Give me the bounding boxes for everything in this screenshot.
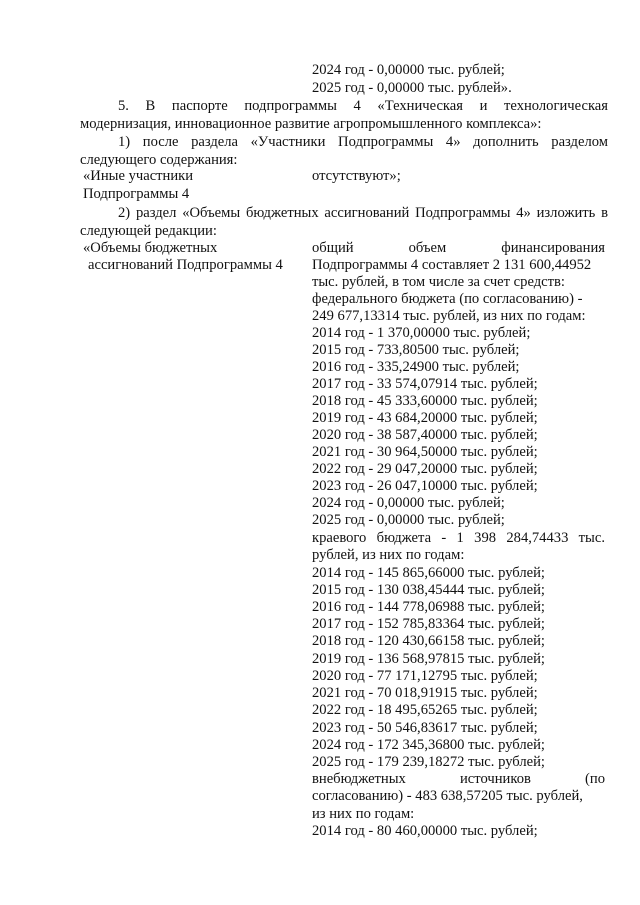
participants-label: «Иные участники (83, 168, 194, 184)
budget-line: 2014 год - 1 370,00000 тыс. рублей; (312, 325, 531, 341)
budget-line: 2016 год - 144 778,06988 тыс. рублей; (312, 599, 545, 615)
budget-line: федерального бюджета (по согласованию) - (312, 291, 583, 307)
budget-line: Подпрограммы 4 составляет 2 131 600,44952 (312, 257, 592, 273)
subitem-1-line: следующего содержания: (80, 152, 238, 168)
budget-line: 2025 год - 0,00000 тыс. рублей; (312, 512, 505, 528)
budget-line: 2020 год - 38 587,40000 тыс. рублей; (312, 427, 538, 443)
budget-line: 2014 год - 145 865,66000 тыс. рублей; (312, 565, 545, 581)
budget-line: 2021 год - 70 018,91915 тыс. рублей; (312, 685, 538, 701)
participants-label: Подпрограммы 4 (83, 186, 190, 202)
budget-line: внебюджетных источников (по (312, 771, 605, 787)
subitem-1-line: 1) после раздела «Участники Подпрограммы 4» дополнить разделом (118, 134, 608, 150)
budget-label: ассигнований Подпрограммы 4 (88, 257, 283, 273)
subitem-2-line: 2) раздел «Объемы бюджетных ассигнований Подпрограммы 4» изложить в (118, 205, 608, 221)
budget-line: 2021 год - 30 964,50000 тыс. рублей; (312, 444, 538, 460)
budget-line: тыс. рублей, в том числе за счет средств: (312, 274, 565, 290)
text-line: 2025 год - 0,00000 тыс. рублей». (312, 80, 512, 96)
budget-line: из них по годам: (312, 806, 415, 822)
budget-line: 2018 год - 45 333,60000 тыс. рублей; (312, 393, 538, 409)
budget-line: 2019 год - 43 684,20000 тыс. рублей; (312, 410, 538, 426)
budget-line: 2018 год - 120 430,66158 тыс. рублей; (312, 633, 545, 649)
paragraph-item-5-line: 5. В паспорте подпрограммы 4 «Техническая и технологическая (118, 98, 608, 114)
budget-line: 2024 год - 172 345,36800 тыс. рублей; (312, 737, 545, 753)
participants-value: отсутствуют»; (312, 168, 401, 184)
paragraph-item-5-line: модернизация, инновационное развитие агропромышленного комплекса»: (80, 116, 542, 132)
budget-line: 2015 год - 733,80500 тыс. рублей; (312, 342, 520, 358)
budget-line: согласованию) - 483 638,57205 тыс. рублей, (312, 788, 583, 804)
budget-line: 2017 год - 33 574,07914 тыс. рублей; (312, 376, 538, 392)
subitem-2-line: следующей редакции: (80, 223, 217, 239)
budget-line: 2017 год - 152 785,83364 тыс. рублей; (312, 616, 545, 632)
budget-line: 2025 год - 179 239,18272 тыс. рублей; (312, 754, 545, 770)
budget-line: 2022 год - 29 047,20000 тыс. рублей; (312, 461, 538, 477)
budget-line: 2020 год - 77 171,12795 тыс. рублей; (312, 668, 538, 684)
budget-line: рублей, из них по годам: (312, 547, 465, 563)
budget-line: 2023 год - 50 546,83617 тыс. рублей; (312, 720, 538, 736)
budget-line: 2022 год - 18 495,65265 тыс. рублей; (312, 702, 538, 718)
text-line: 2024 год - 0,00000 тыс. рублей; (312, 62, 505, 78)
budget-line: 249 677,13314 тыс. рублей, из них по годам: (312, 308, 586, 324)
budget-line: 2024 год - 0,00000 тыс. рублей; (312, 495, 505, 511)
budget-line: 2015 год - 130 038,45444 тыс. рублей; (312, 582, 545, 598)
budget-line: 2023 год - 26 047,10000 тыс. рублей; (312, 478, 538, 494)
budget-line: общий объем финансирования (312, 240, 605, 256)
budget-label: «Объемы бюджетных (83, 240, 218, 256)
budget-line: краевого бюджета - 1 398 284,74433 тыс. (312, 530, 605, 546)
budget-line: 2014 год - 80 460,00000 тыс. рублей; (312, 823, 538, 839)
budget-line: 2016 год - 335,24900 тыс. рублей; (312, 359, 520, 375)
budget-line: 2019 год - 136 568,97815 тыс. рублей; (312, 651, 545, 667)
